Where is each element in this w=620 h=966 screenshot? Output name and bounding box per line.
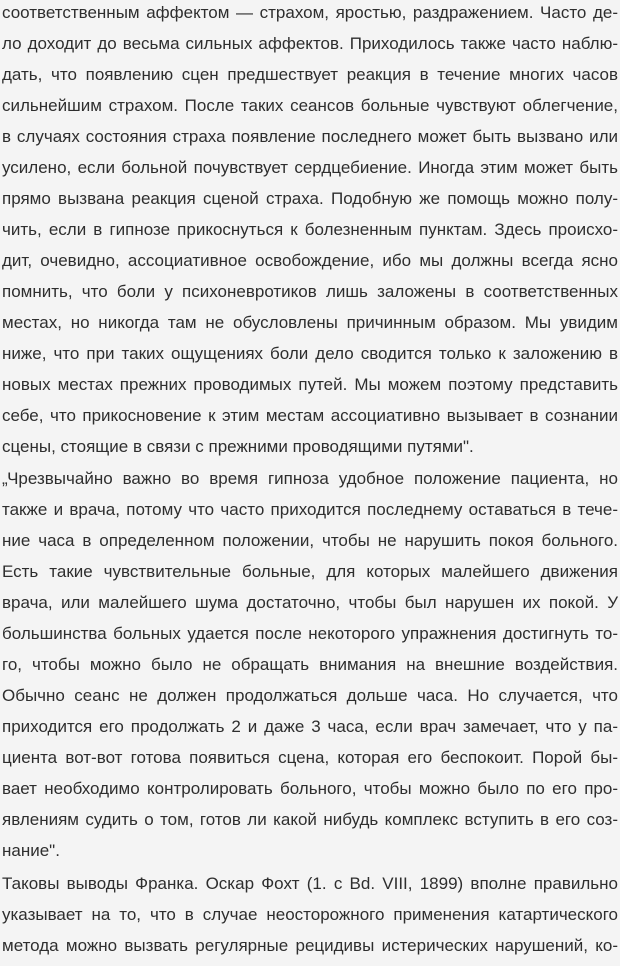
text-line: го, чтобы можно было не обращать внимания на внешние воздействия.	[2, 655, 618, 674]
text-line: вает необходимо контролировать больного, чтобы можно было по его про-	[2, 779, 618, 798]
text-line: нание".	[2, 841, 60, 860]
text-line: указывает на то, что в случае неосторожного применения катартического	[2, 905, 618, 924]
text-line: Есть такие чувствительные больные, для которых малейшего движения	[2, 562, 618, 581]
paragraph-1	[2, 0, 618, 462]
text-line: Обычно сеанс не должен продолжаться дольше часа. Но случается, что	[2, 686, 618, 705]
text-line: усилено, если больной почувствует сердцебиение. Иногда этим может быть	[2, 158, 618, 177]
text-line: себе, что прикосновение к этим местам ассоциативно вызывает в сознании	[2, 406, 618, 425]
text-line: прямо вызвана реакция сценой страха. Подобную же помощь можно полу-	[2, 189, 618, 208]
text-line: циента вот-вот готова появиться сцена, которая его беспокоит. Порой бы-	[2, 748, 618, 767]
text-line: ло доходит до весьма сильных аффектов. Приходилось также часто наблю-	[2, 34, 618, 53]
paragraph-3	[2, 868, 618, 961]
text-line: также и врача, потому что часто приходится последнему оставаться в тече-	[2, 500, 618, 519]
text-line: помнить, что боли у психоневротиков лишь заложены в соответственных	[2, 282, 618, 301]
text-line: врача, или малейшего шума достаточно, чтобы был нарушен их покой. У	[2, 593, 618, 612]
text-line: „Чрезвычайно важно во время гипноза удобное положение пациента, но	[2, 469, 618, 488]
text-line: сцены, стоящие в связи с прежними проводящими путями".	[2, 437, 474, 456]
text-line: Таковы выводы Франка. Оскар Фохт (1. с Bd. VIII, 1899) вполне правильно	[2, 874, 618, 893]
text-line: ние часа в определенном положении, чтобы не нарушить покоя больного.	[2, 531, 618, 550]
text-line: чить, если в гипнозе прикоснуться к болезненным пунктам. Здесь происхо-	[2, 220, 618, 239]
text-line: в случаях состояния страха появление последнего может быть вызвано или	[2, 127, 618, 146]
paragraph-2	[2, 463, 618, 866]
text-line: ниже, что при таких ощущениях боли дело сводится только к заложению в	[2, 344, 618, 363]
text-line: местах, но никогда там не обусловлены причинным образом. Мы увидим	[2, 313, 618, 332]
text-line: новых местах прежних проводимых путей. Мы можем поэтому представить	[2, 375, 618, 394]
text-line: дать, что появлению сцен предшествует реакция в течение многих часов	[2, 65, 618, 84]
text-line: дит, очевидно, ассоциативное освобождение, ибо мы должны всегда ясно	[2, 251, 618, 270]
text-line: приходится его продолжать 2 и даже 3 часа, если врач замечает, что у па-	[2, 717, 618, 736]
text-line: сильнейшим страхом. После таких сеансов больные чувствуют облегчение,	[2, 96, 618, 115]
text-line: соответственным аффектом — страхом, яростью, раздражением. Часто де-	[2, 3, 618, 22]
text-line: явлениям судить о том, готов ли какой нибудь комплекс вступить в его соз-	[2, 810, 618, 829]
text-line: большинства больных удается после некоторого упражнения достигнуть то-	[2, 624, 618, 643]
text-line: метода можно вызвать регулярные рецидивы истерических нарушений, ко-	[2, 936, 618, 955]
